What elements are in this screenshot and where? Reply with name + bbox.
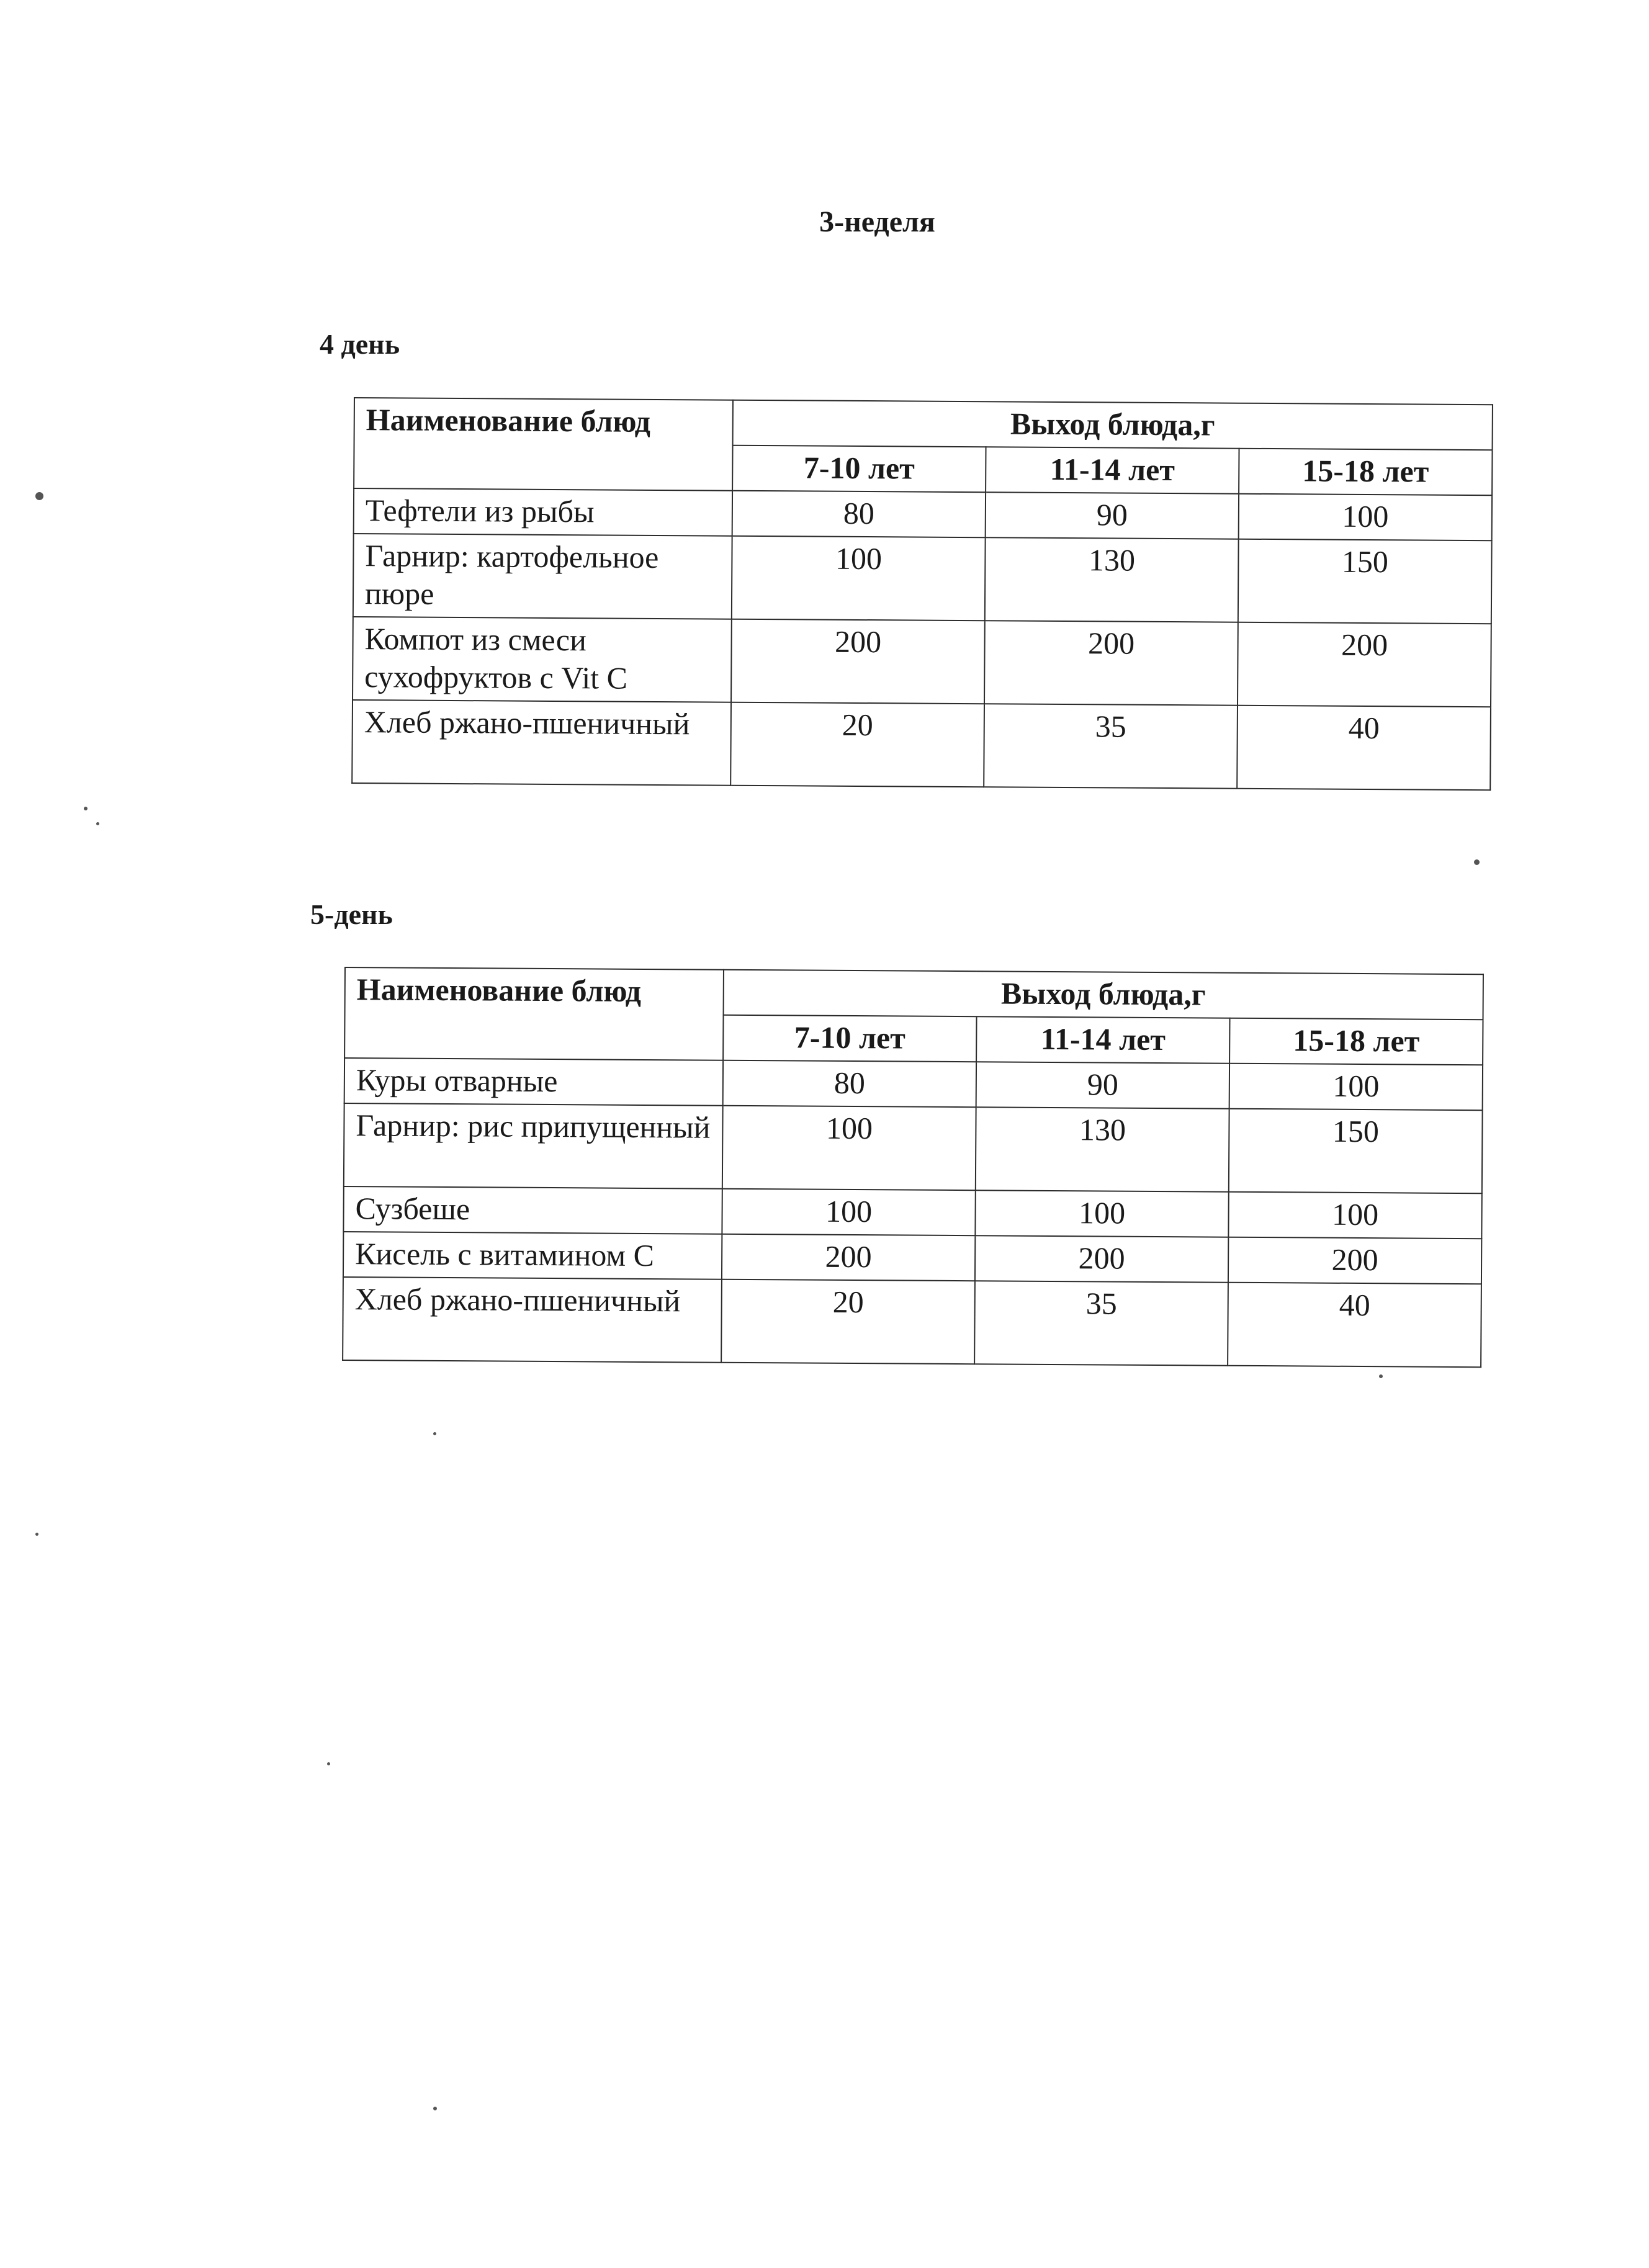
scan-speck	[96, 822, 99, 825]
scan-speck	[433, 1432, 436, 1435]
output-group-header: Выход блюда,г	[733, 400, 1493, 450]
age-header: 15-18 лет	[1229, 1018, 1483, 1065]
scan-speck	[1379, 1374, 1383, 1378]
page-title: 3-неделя	[819, 205, 935, 238]
portion-value: 90	[976, 1062, 1229, 1108]
portion-value: 200	[1228, 1237, 1481, 1284]
scan-speck	[35, 1533, 38, 1536]
table-row	[343, 1186, 1481, 1239]
dish-name: Гарнир: картофельное пюре	[353, 534, 732, 619]
portion-value: 100	[975, 1190, 1228, 1237]
scan-speck	[35, 492, 43, 500]
table-row	[353, 617, 1491, 707]
dish-name: Компот из смеси сухофруктов с Vit C	[353, 617, 732, 702]
scan-speck	[84, 807, 88, 810]
portion-value: 100	[732, 536, 986, 621]
table-row	[343, 1277, 1481, 1367]
menu-table	[351, 397, 1493, 791]
portion-value: 35	[984, 704, 1238, 788]
age-header: 11-14 лет	[976, 1016, 1229, 1063]
portion-value: 130	[985, 537, 1239, 622]
portion-value: 80	[732, 491, 986, 537]
portion-value: 200	[722, 1234, 975, 1281]
table-row	[353, 534, 1492, 624]
portion-value: 20	[730, 702, 984, 787]
table-row	[344, 1058, 1483, 1110]
portion-value: 200	[1238, 622, 1491, 707]
output-group-header: Выход блюда,г	[724, 970, 1483, 1020]
portion-value: 100	[1239, 494, 1492, 540]
portion-value: 40	[1228, 1283, 1481, 1367]
portion-value: 200	[731, 619, 985, 704]
age-header: 7-10 лет	[723, 1015, 976, 1062]
portion-value: 100	[1229, 1064, 1483, 1110]
dish-name: Тефтели из рыбы	[354, 488, 732, 536]
portion-value: 130	[976, 1107, 1229, 1191]
age-header: 7-10 лет	[732, 446, 986, 492]
table-row	[354, 488, 1492, 540]
portion-value: 100	[1228, 1192, 1481, 1239]
dish-name: Гарнир: рис припущенный	[344, 1103, 723, 1189]
portion-value: 35	[974, 1281, 1228, 1365]
table-row	[352, 700, 1491, 790]
dish-name: Кисель с витамином С	[343, 1232, 722, 1280]
dish-name: Куры отварные	[344, 1058, 723, 1106]
portion-value: 150	[1229, 1109, 1483, 1193]
dish-name: Сузбеше	[343, 1186, 722, 1234]
portion-value: 80	[723, 1060, 976, 1107]
age-header: 11-14 лет	[986, 447, 1239, 493]
dish-name: Хлеб ржано-пшеничный	[343, 1277, 722, 1363]
menu-table	[342, 967, 1484, 1368]
day-heading: 4 день	[320, 328, 400, 360]
age-header: 15-18 лет	[1239, 449, 1492, 495]
dish-name-header: Наименование блюд	[344, 967, 724, 1060]
portion-value: 20	[721, 1280, 975, 1364]
portion-value: 100	[722, 1189, 975, 1235]
table-row	[344, 1103, 1483, 1193]
portion-value: 200	[975, 1235, 1228, 1282]
day-heading: 5-день	[310, 899, 393, 930]
portion-value: 200	[984, 621, 1238, 705]
dish-name: Хлеб ржано-пшеничный	[352, 700, 731, 786]
portion-value: 90	[986, 492, 1239, 539]
scan-speck	[1474, 859, 1480, 865]
scan-speck	[327, 1762, 330, 1765]
scan-speck	[433, 2107, 437, 2110]
portion-value: 100	[722, 1106, 976, 1190]
table-row	[343, 1232, 1481, 1284]
portion-value: 40	[1237, 706, 1491, 790]
portion-value: 150	[1238, 539, 1492, 624]
dish-name-header: Наименование блюд	[354, 398, 733, 491]
